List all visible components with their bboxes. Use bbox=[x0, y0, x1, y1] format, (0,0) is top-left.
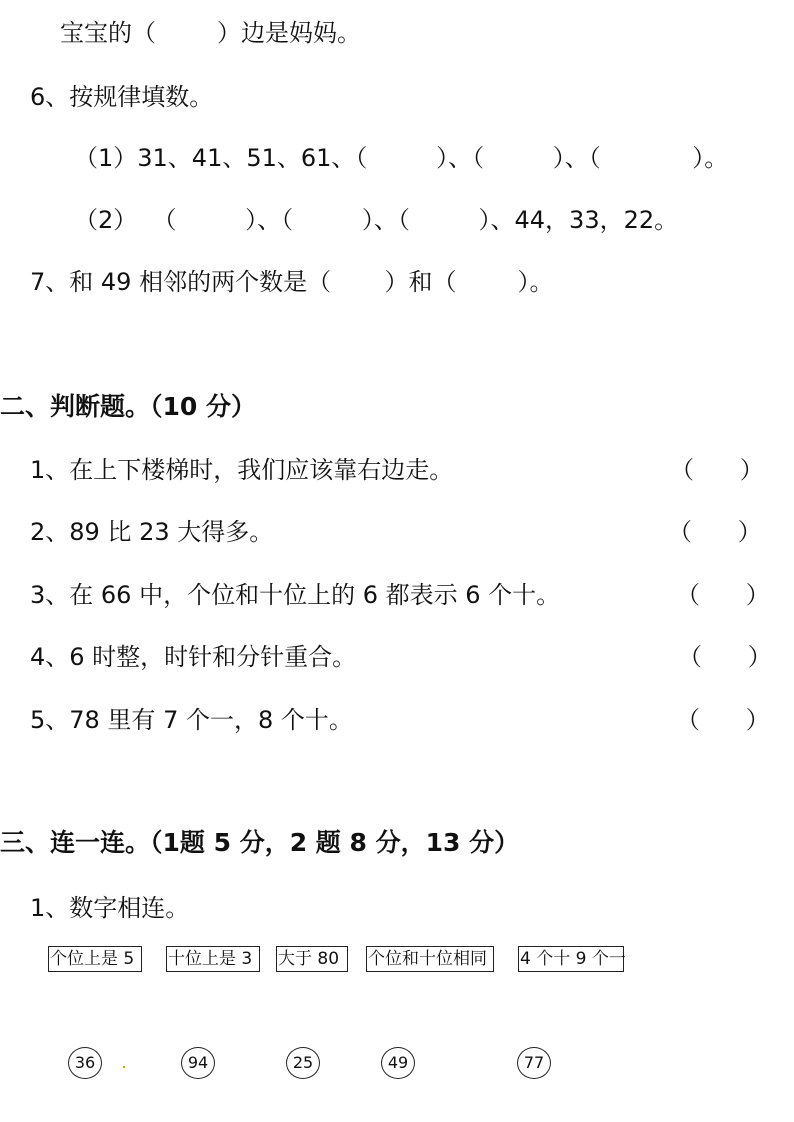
match-circle-77[interactable]: 77 bbox=[517, 1047, 551, 1079]
match-box-4tens-9ones[interactable]: 4 个十 9 个一 bbox=[518, 946, 624, 972]
judge-answer-5[interactable]: （ ） bbox=[676, 706, 770, 734]
match-box-ones-5[interactable]: 个位上是 5 bbox=[48, 946, 142, 972]
judge-item-3: 3、在 66 中，个位和十位上的 6 都表示 6 个十。 bbox=[30, 581, 561, 609]
stray-dot bbox=[123, 1066, 125, 1068]
judge-item-2: 2、89 比 23 大得多。 bbox=[30, 518, 274, 546]
match-circle-36[interactable]: 36 bbox=[68, 1047, 102, 1079]
judge-answer-2[interactable]: （ ） bbox=[668, 518, 762, 546]
question-6-2: （2） （ ）、（ ）、（ ）、44，33，22。 bbox=[74, 206, 679, 234]
match-circle-49[interactable]: 49 bbox=[381, 1047, 415, 1079]
judge-item-4: 4、6 时整，时针和分针重合。 bbox=[30, 643, 357, 671]
match-circle-25[interactable]: 25 bbox=[286, 1047, 320, 1079]
match-box-same-digits[interactable]: 个位和十位相同 bbox=[366, 946, 494, 972]
section-2-heading: 二、判断题。（10 分） bbox=[0, 392, 256, 421]
question-7: 7、和 49 相邻的两个数是（ ）和（ ）。 bbox=[30, 268, 554, 296]
judge-answer-4[interactable]: （ ） bbox=[678, 643, 772, 671]
judge-answer-1[interactable]: （ ） bbox=[670, 456, 764, 484]
judge-item-5: 5、78 里有 7 个一，8 个十。 bbox=[30, 706, 353, 734]
judge-item-1: 1、在上下楼梯时，我们应该靠右边走。 bbox=[30, 456, 454, 484]
blank-line-mom-side: 宝宝的（ ）边是妈妈。 bbox=[60, 19, 362, 47]
question-6-title: 6、按规律填数。 bbox=[30, 83, 214, 111]
matching-q1-title: 1、数字相连。 bbox=[30, 894, 190, 922]
match-box-tens-3[interactable]: 十位上是 3 bbox=[166, 946, 260, 972]
section-3-heading: 三、连一连。（1题 5 分，2 题 8 分，13 分） bbox=[0, 828, 520, 857]
match-circle-94[interactable]: 94 bbox=[181, 1047, 215, 1079]
question-6-1: （1）31、41、51、61、（ ）、（ ）、（ ）。 bbox=[74, 144, 729, 172]
judge-answer-3[interactable]: （ ） bbox=[676, 581, 770, 609]
match-box-over-80[interactable]: 大于 80 bbox=[276, 946, 348, 972]
